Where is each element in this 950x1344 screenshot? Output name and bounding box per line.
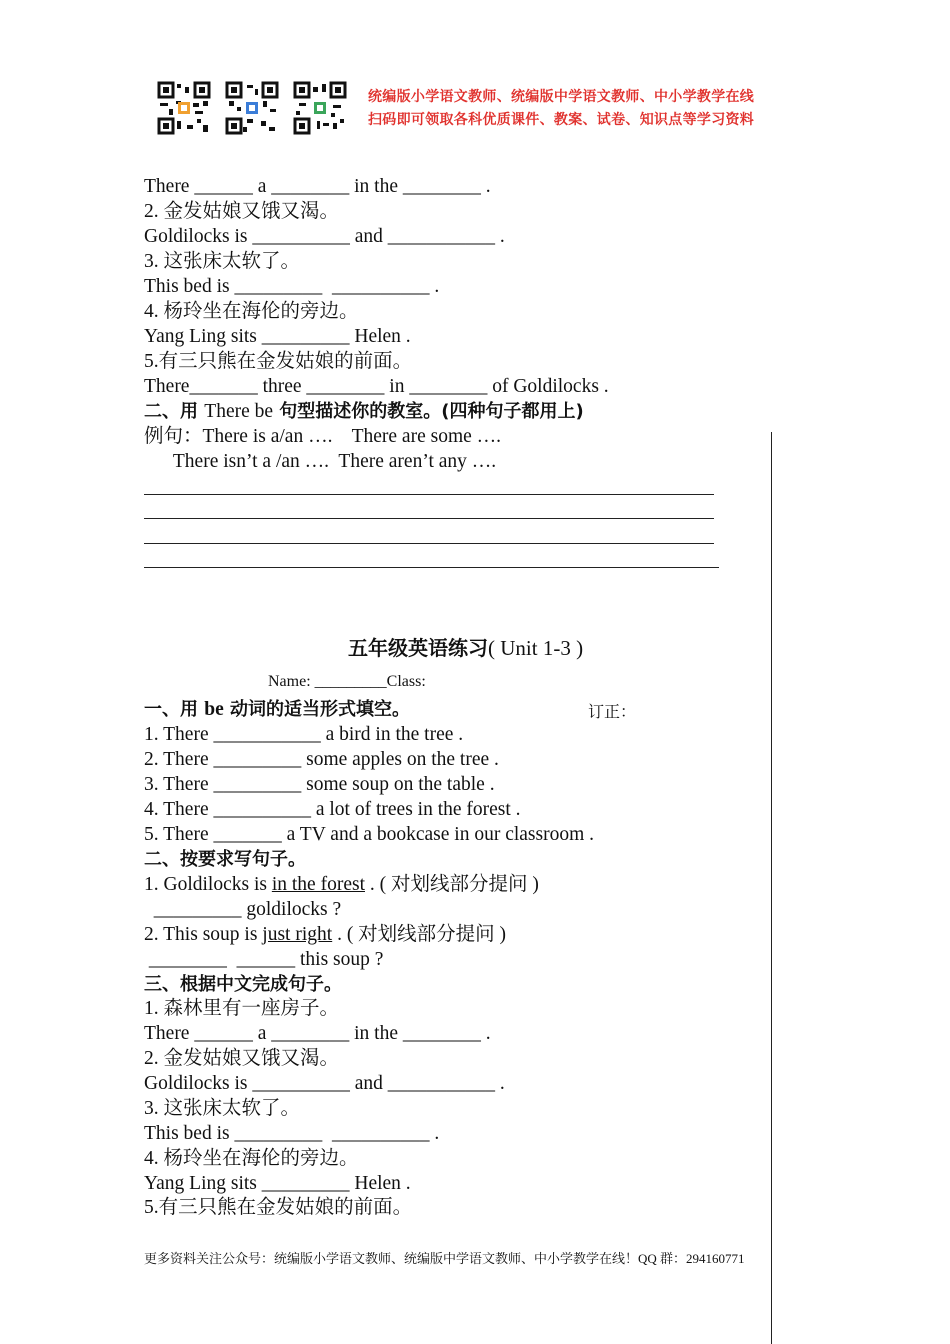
sentence-line: 3. 这张床太软了。	[144, 1098, 301, 1119]
sentence-line: 2. 金发姑娘又饿又渴。	[144, 201, 340, 222]
footer-note: 更多资料关注公众号：统编版小学语文教师、统编版中学语文教师、中小学教学在线！QQ 群：294160771	[144, 1251, 745, 1266]
title-unit: ( Unit 1-3 )	[488, 636, 584, 660]
promo-line: 统编版小学语文教师、统编版中学语文教师、中小学教学在线	[368, 89, 755, 105]
writing-line	[144, 494, 714, 495]
question-line: 3. There _________ some soup on the table .	[144, 774, 495, 795]
section-heading	[144, 697, 410, 722]
question-line: 4. There __________ a lot of trees in the forest .	[144, 799, 521, 820]
underlined-phrase: just right	[262, 924, 333, 945]
sentence-line: This bed is _________ __________ .	[144, 1123, 440, 1144]
question-text: 2. This soup is	[144, 924, 263, 945]
qr-code-icon	[225, 81, 279, 135]
title-text: 五年级英语练习	[348, 636, 488, 660]
qr-code-group	[157, 80, 361, 136]
section-heading-text: be	[204, 699, 224, 720]
section-heading-text: There be	[204, 401, 274, 422]
promo-banner	[368, 86, 754, 132]
section-heading-text: 动词的适当形式填空。	[223, 699, 411, 720]
sentence-line: There ______ a ________ in the ________ .	[144, 1023, 491, 1044]
section-heading-text: 句型描述你的教室。(四种句子都用上)	[273, 401, 584, 422]
question-line	[144, 922, 506, 947]
writing-line	[144, 543, 714, 544]
section-heading-text: 二、用	[144, 401, 205, 422]
example-line: There isn’t a /an …. There aren’t any ….	[144, 451, 497, 472]
sentence-line: Goldilocks is __________ and ___________ .	[144, 1073, 505, 1094]
sentence-line: This bed is _________ __________ .	[144, 276, 440, 297]
qr-code-icon	[293, 81, 347, 135]
correction-label: 订正：	[588, 702, 637, 721]
section-heading	[144, 399, 584, 424]
worksheet-title	[348, 632, 583, 661]
writing-line	[144, 518, 714, 519]
sentence-line: 4. 杨玲坐在海伦的旁边。	[144, 1148, 359, 1169]
section-heading: 三、根据中文完成句子。	[144, 974, 342, 995]
margin-divider	[771, 432, 772, 1344]
sentence-line: 5.有三只熊在金发姑娘的前面。	[144, 1197, 413, 1218]
writing-line	[144, 567, 719, 568]
question-line: 5. There _______ a TV and a bookcase in our classroom .	[144, 824, 595, 845]
question-line: 1. There ___________ a bird in the tree .	[144, 724, 464, 745]
section-heading-text: 一、用	[144, 699, 205, 720]
underlined-phrase: in the forest	[271, 874, 365, 895]
qr-code-icon	[157, 81, 211, 135]
sentence-line: Yang Ling sits _________ Helen .	[144, 326, 411, 347]
sentence-line: 2. 金发姑娘又饿又渴。	[144, 1048, 340, 1069]
promo-line: 扫码即可领取各科优质课件、教案、试卷、知识点等学习资料	[368, 112, 755, 128]
answer-line: ________ ______ this soup ?	[144, 949, 384, 970]
sentence-line: 1. 森林里有一座房子。	[144, 998, 340, 1019]
sentence-line: There ______ a ________ in the ________ .	[144, 176, 491, 197]
question-text: . ( 对划线部分提问 )	[332, 924, 507, 945]
question-line: 2. There _________ some apples on the tree .	[144, 749, 499, 770]
sentence-line: 3. 这张床太软了。	[144, 251, 301, 272]
question-line	[144, 872, 539, 897]
sentence-line: 5.有三只熊在金发姑娘的前面。	[144, 351, 413, 372]
question-text: . ( 对划线部分提问 )	[364, 874, 539, 895]
question-text: 1. Goldilocks is	[144, 874, 272, 895]
sentence-line: Goldilocks is __________ and ___________ .	[144, 226, 505, 247]
example-line: 例句：There is a/an …. There are some ….	[144, 426, 502, 447]
section-heading: 二、按要求写句子。	[144, 849, 306, 870]
sentence-line: 4. 杨玲坐在海伦的旁边。	[144, 301, 359, 322]
sentence-line: There_______ three ________ in ________ of Goldilocks .	[144, 376, 609, 397]
answer-line: _________ goldilocks ?	[144, 899, 342, 920]
name-class-line: Name: _________Class:	[268, 673, 426, 690]
sentence-line: Yang Ling sits _________ Helen .	[144, 1173, 411, 1194]
